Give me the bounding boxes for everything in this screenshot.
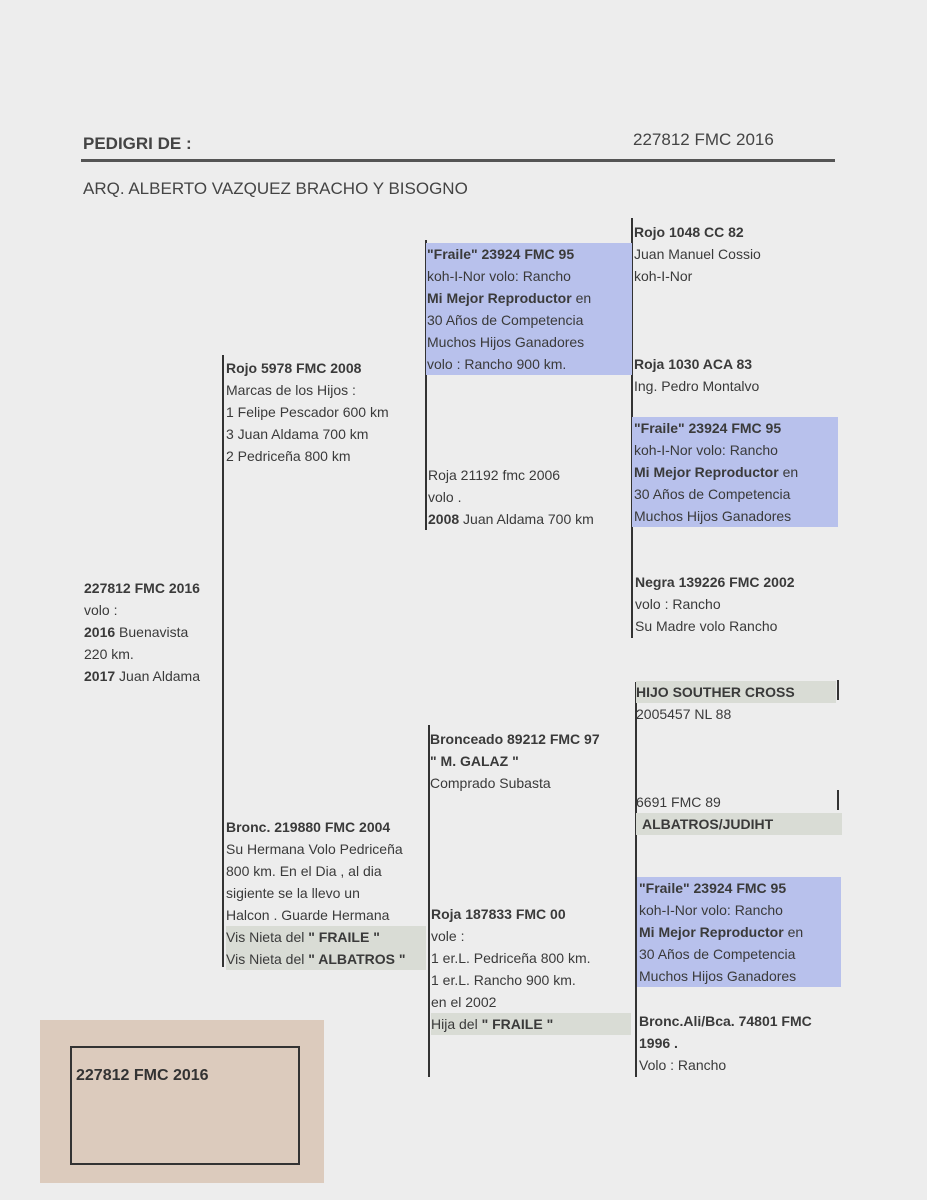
dam-name: Bronc. 219880 FMC 2004 [226,819,391,835]
dam-note-albatros: Vis Nieta del " ALBATROS " [226,948,426,970]
sss-name: Rojo 1048 CC 82 [634,224,744,240]
dds-line: Muchos Hijos Ganadores [639,968,797,984]
dss-line: 2005457 NL 88 [636,706,732,722]
sire-sire-line: koh-I-Nor volo: Rancho [427,268,571,284]
dss-marker [837,680,839,700]
subject-year: 2016 [84,624,116,640]
ddd-line: Volo : Rancho [639,1057,727,1073]
sire-sire-line: Muchos Hijos Ganadores [427,334,585,350]
dds-block [637,877,841,987]
dam-dam-line: en el 2002 [431,994,497,1010]
stamp-text: 227812 FMC 2016 [76,1067,209,1084]
dam-sire-line: " M. GALAZ " [430,753,519,769]
sire-dam-line: 2008 Juan Aldama 700 km [428,511,594,527]
subject-place: Juan Aldama [119,668,200,684]
sss-line: koh-I-Nor [634,268,693,284]
sire-line: 2 Pedriceña 800 km [226,448,351,464]
dam-dam-block [431,903,631,1035]
ddd-name-year: 1996 . [639,1035,678,1051]
ddd-name: Bronc.Ali/Bca. 74801 FMC [639,1013,812,1029]
dsd-block [636,791,842,835]
dam-line: Halcon . Guarde Hermana [226,907,390,923]
sss-line: Juan Manuel Cossio [634,246,761,262]
dam-dam-note: Hija del " FRAILE " [431,1013,631,1035]
page-title: PEDIGRI DE : [83,134,192,153]
sss-block [634,221,761,287]
dam-dam-line: vole : [431,928,465,944]
sdd-line: Su Madre volo Rancho [635,618,778,634]
sds-line: 30 Años de Competencia [634,486,791,502]
dam-line: sigiente se la llevo un [226,885,360,901]
dsd-marker [837,790,839,810]
pedigree-id: 227812 FMC 2016 [633,130,774,149]
dsd-name: ALBATROS/JUDIHT [636,813,842,835]
dam-dam-line: 1 er.L. Rancho 900 km. [431,972,576,988]
dam-note-fraile: Vis Nieta del " FRAILE " [226,926,426,948]
dam-sire-line: Comprado Subasta [430,775,551,791]
sds-line: Muchos Hijos Ganadores [634,508,792,524]
ssd-name: Roja 1030 ACA 83 [634,356,753,372]
sire-dam-block [428,464,594,530]
subject-id: 227812 FMC 2016 [84,580,200,596]
dss-name: HIJO SOUTHER CROSS [636,681,836,703]
ddd-block [639,1010,812,1076]
dds-name: "Fraile" 23924 FMC 95 [639,880,787,896]
subject-block [84,577,200,687]
sire-block [226,357,389,467]
subject-line: 220 km. [84,646,134,662]
dam-line: 800 km. En el Dia , al dia [226,863,382,879]
sire-dam-name: Roja 21192 fmc 2006 [428,467,561,483]
subject-year: 2017 [84,668,116,684]
dam-dam-line: 1 er.L. Pedriceña 800 km. [431,950,591,966]
ssd-line: Ing. Pedro Montalvo [634,378,760,394]
dds-line: Mi Mejor Reproductor en [639,924,804,940]
dds-line: 30 Años de Competencia [639,946,796,962]
sdd-name: Negra 139226 FMC 2002 [635,574,795,590]
sire-dam-line: volo . [428,489,462,505]
sire-sire-line: 30 Años de Competencia [427,312,584,328]
ssd-block [634,353,759,397]
bracket-line-gen1 [222,355,224,967]
dam-sire-block [430,728,600,794]
sire-line: 3 Juan Aldama 700 km [226,426,369,442]
subject-line [84,665,200,687]
sire-sire-name: "Fraile" 23924 FMC 95 [427,246,575,262]
header-divider [81,159,835,162]
sire-name: Rojo 5978 FMC 2008 [226,360,362,376]
sdd-line: volo : Rancho [635,596,721,612]
sdd-block [635,571,795,637]
sire-line: 1 Felipe Pescador 600 km [226,404,389,420]
subject-line [84,621,200,643]
dsd-line: 6691 FMC 89 [636,794,721,810]
dam-dam-name: Roja 187833 FMC 00 [431,906,566,922]
subject-place: Buenavista [119,624,189,640]
sds-name: "Fraile" 23924 FMC 95 [634,420,782,436]
sds-line: koh-I-Nor volo: Rancho [634,442,778,458]
dam-block [226,816,426,970]
sds-block [632,417,838,527]
stamp-label [40,1020,324,1183]
sds-line: Mi Mejor Reproductor en [634,464,799,480]
dam-line: Su Hermana Volo Pedriceña [226,841,403,857]
sire-sire-line: volo : Rancho 900 km. [427,356,567,372]
owner-name: ARQ. ALBERTO VAZQUEZ BRACHO Y BISOGNO [83,179,468,198]
sire-line: Marcas de los Hijos : [226,382,356,398]
sire-sire-line: Mi Mejor Reproductor en [427,290,592,306]
dds-line: koh-I-Nor volo: Rancho [639,902,783,918]
dss-block [636,681,836,725]
stamp-frame [70,1046,300,1165]
dam-sire-name: Bronceado 89212 FMC 97 [430,731,600,747]
subject-line: volo : [84,602,118,618]
sire-sire-block [426,243,632,375]
